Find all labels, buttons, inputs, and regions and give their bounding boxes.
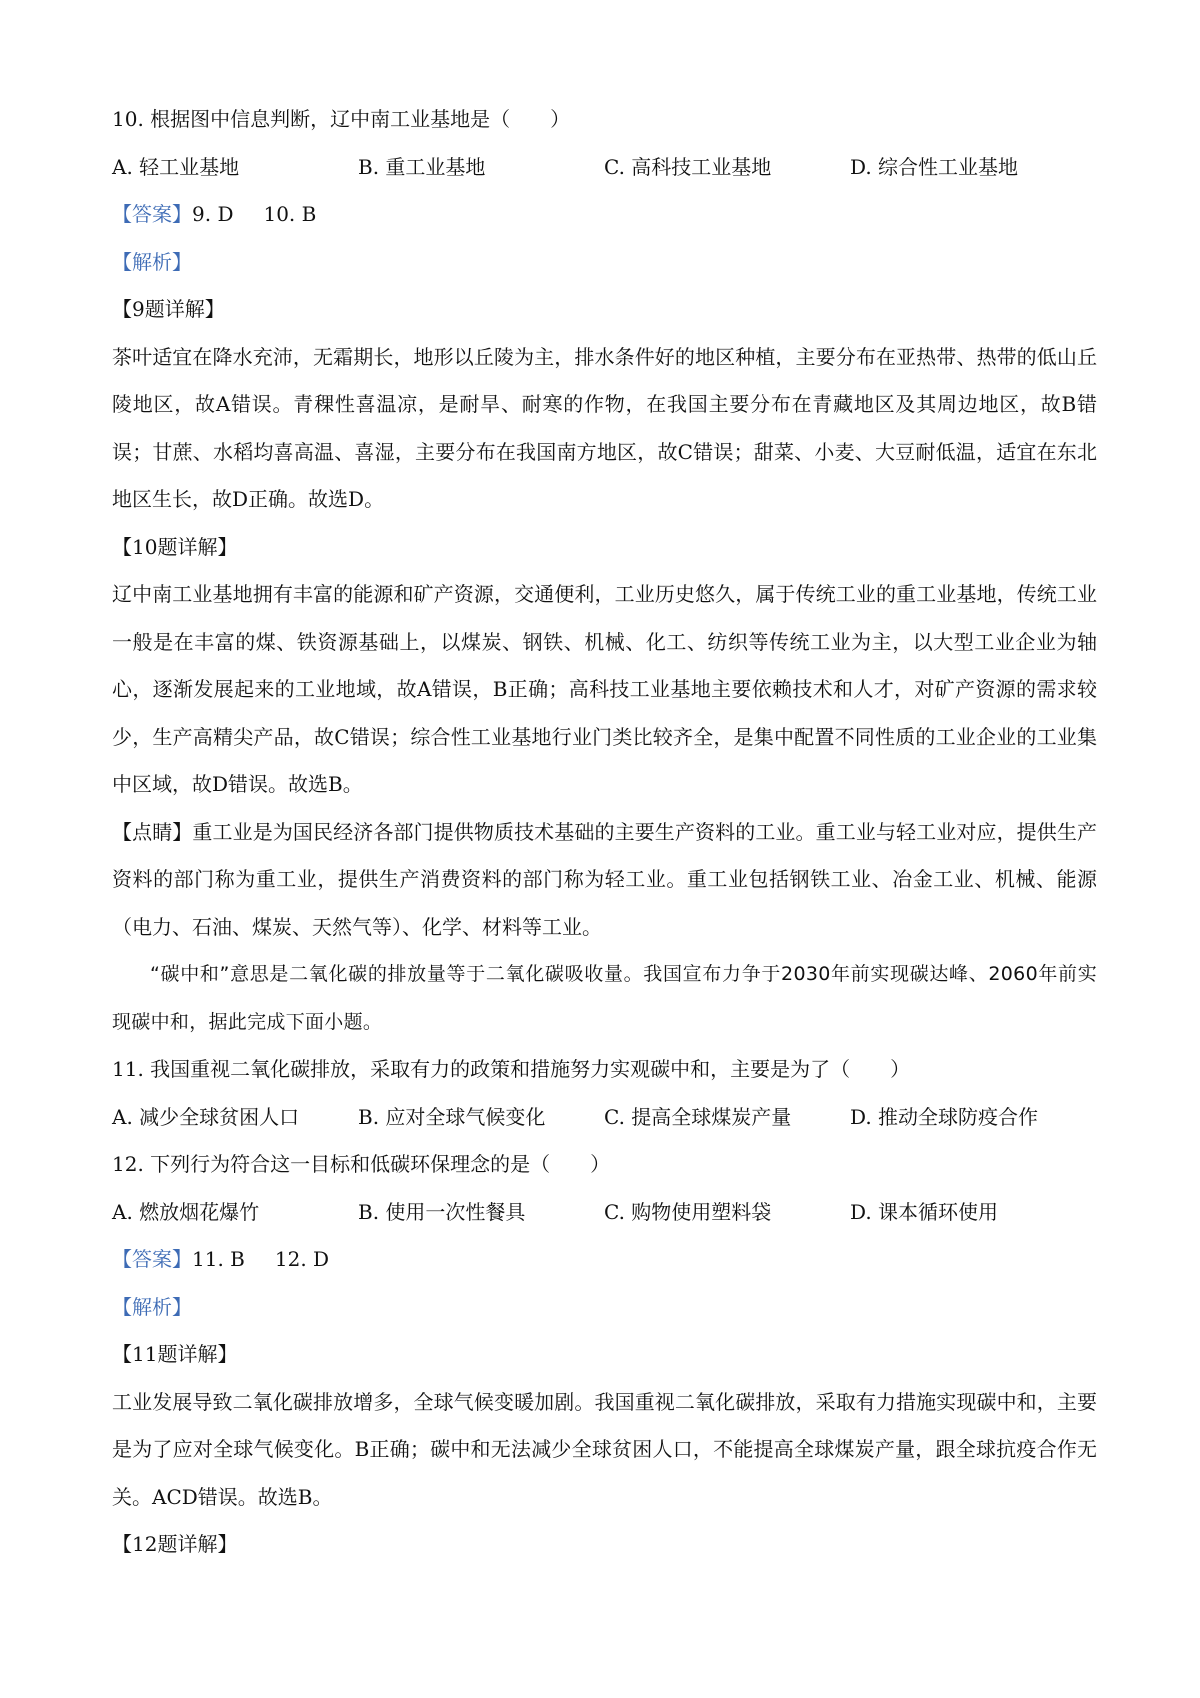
q11-detail-title: 【11题详解】	[112, 1342, 238, 1366]
question-11-option-b: B. 应对全球气候变化	[358, 1104, 546, 1129]
question-11-option-c: C. 提高全球煤炭产量	[604, 1104, 792, 1129]
question-11-stem: 11. 我国重视二氧化碳排放，采取有力的政策和措施努力实观碳中和，主要是为了（ ）	[112, 1057, 911, 1081]
question-11-option-a: A. 减少全球贫困人口	[112, 1104, 300, 1129]
answer-line-2	[112, 1236, 1097, 1284]
q10-detail-title: 【10题详解】	[112, 534, 238, 559]
question-10-options	[112, 144, 1097, 192]
answer-tag-2: 【答案】	[112, 1247, 192, 1271]
question-10-option-a: A. 轻工业基地	[112, 154, 240, 179]
question-10-option-b: B. 重工业基地	[358, 154, 486, 179]
question-10-option-d: D. 综合性工业基地	[850, 154, 1019, 179]
question-10-option-c: C. 高科技工业基地	[604, 154, 772, 179]
answer-10: 10. B	[263, 202, 317, 226]
carbon-neutral-intro: “碳中和”意思是二氧化碳的排放量等于二氧化碳吸收量。我国宣布力争于2030年前实现碳达峰、2060年前实现碳中和，据此完成下面小题。	[112, 963, 1097, 1033]
question-11-options	[112, 1094, 1097, 1142]
answer-tag: 【答案】	[112, 202, 192, 226]
analysis-tag-2: 【解析】	[112, 1294, 192, 1319]
question-11-option-d: D. 推动全球防疫合作	[850, 1104, 1039, 1129]
question-12-option-c: C. 购物使用塑料袋	[604, 1199, 772, 1224]
q9-detail-title: 【9题详解】	[112, 297, 225, 321]
answer-9: 9. D	[192, 202, 234, 226]
answer-12: 12. D	[274, 1247, 330, 1271]
answer-11: 11. B	[192, 1247, 245, 1271]
question-12-option-a: A. 燃放烟花爆竹	[112, 1199, 260, 1224]
question-10-stem: 10. 根据图中信息判断，辽中南工业基地是（ ）	[112, 107, 571, 131]
q11-detail-text: 工业发展导致二氧化碳排放增多，全球气候变暖加剧。我国重视二氧化碳排放，采取有力措施实现碳中和，主要是为了应对全球气候变化。B正确；碳中和无法减少全球贫困人口，不能提高全球煤炭产量，跟全球抗疫合作无关。ACD错误。故选B。	[112, 1389, 1097, 1509]
question-12-options	[112, 1189, 1097, 1237]
analysis-tag: 【解析】	[112, 249, 192, 274]
page-content	[112, 96, 1097, 1569]
question-12-stem: 12. 下列行为符合这一目标和低碳环保理念的是（ ）	[112, 1152, 611, 1176]
question-12-option-d: D. 课本循环使用	[850, 1199, 999, 1224]
question-12-option-b: B. 使用一次性餐具	[358, 1199, 526, 1224]
tip-text: 【点睛】重工业是为国民经济各部门提供物质技术基础的主要生产资料的工业。重工业与轻工业对应，提供生产资料的部门称为重工业，提供生产消费资料的部门称为轻工业。重工业包括钢铁工业、冶金工业、机械、能源（电力、石油、煤炭、天然气等）、化学、材料等工业。	[112, 819, 1097, 939]
q9-detail-text: 茶叶适宜在降水充沛，无霜期长，地形以丘陵为主，排水条件好的地区种植，主要分布在亚热带、热带的低山丘陵地区，故A错误。青稞性喜温凉，是耐旱、耐寒的作物，在我国主要分布在青藏地区及其周边地区，故B错误；甘蔗、水稻均喜高温、喜湿，主要分布在我国南方地区，故C错误；甜菜、小麦、大豆耐低温，适宜在东北地区生长，故D正确。故选D。	[112, 344, 1097, 511]
answer-line-1	[112, 191, 1097, 239]
q10-detail-text: 辽中南工业基地拥有丰富的能源和矿产资源，交通便利，工业历史悠久，属于传统工业的重工业基地，传统工业一般是在丰富的煤、铁资源基础上，以煤炭、钢铁、机械、化工、纺织等传统工业为主，以大型工业企业为轴心，逐渐发展起来的工业地域，故A错误，B正确；高科技工业基地主要依赖技术和人才，对矿产资源的需求较少，生产高精尖产品，故C错误；综合性工业基地行业门类比较齐全，是集中配置不同性质的工业企业的工业集中区域，故D错误。故选B。	[112, 582, 1097, 796]
q12-detail-title: 【12题详解】	[112, 1532, 238, 1556]
